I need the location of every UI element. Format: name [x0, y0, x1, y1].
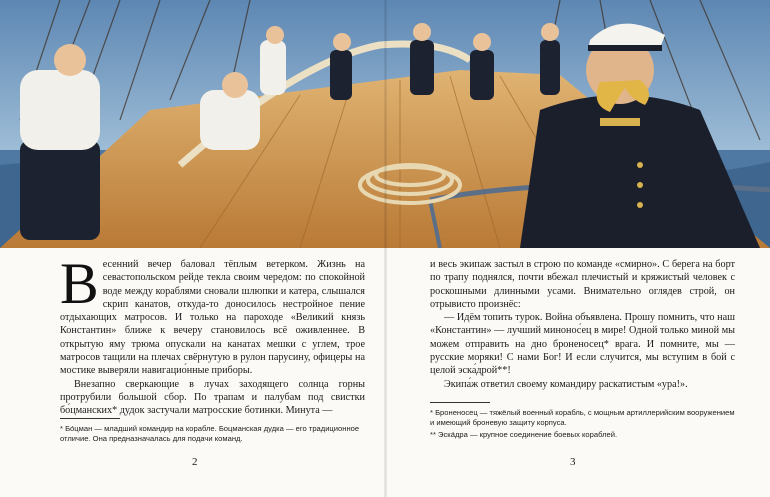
- right-footnotes: [430, 408, 735, 442]
- drop-cap: В: [60, 251, 99, 316]
- right-footnote-rule: [430, 402, 490, 403]
- page-gutter: [384, 0, 387, 497]
- right-paragraph-1: и весь экипаж застыл в строю по команде «смирно». С берега на борт по трапу поднялся, почти вбежал плечистый и кряжистый человек с роскошными длинными усами. Внимательно оглядев строй, он отрывисто произнёс:: [430, 259, 735, 310]
- left-footnotes: [60, 424, 365, 446]
- left-paragraph-1-body: есенний вечер баловал тёплым ветерком. Жизнь на севастопольском рейде текла своим чередом: по спокойной воде между кораблями сновали шлюпки и катера, слышался скрип канатов, откуда-то доносилось нестройное пение отдыхающих матросов. И только на пароходе «Великий князь Константин» ближе к вечеру становилось всё оживленнее. В открытую яму трюма опускали на канатах мешки с углем, трое матросов тащили на плечах свёрнутую в рулон парусину, офицеры на мостике выверяли навигацио́нные приборы.: [60, 259, 365, 377]
- right-page-text: [430, 258, 735, 391]
- right-page-number: 3: [570, 456, 576, 468]
- left-page-number: 2: [192, 456, 198, 468]
- right-footnote-2: ** Эска́дра — крупное соединение боевых кораблей.: [430, 430, 618, 439]
- right-paragraph-3: Экипа́ж ответил своему командиру раскатистым «ура!».: [444, 378, 688, 390]
- left-paragraph-2: Внезапно сверкающие в лучах заходящего солнца горны протрубили большой сбор. По трапам и палубам под свистки бо́цманских* дудок застучали матросские ботинки. Минута —: [60, 378, 365, 417]
- right-paragraph-2: — Идём топить турок. Война объявлена. Прошу помнить, что наш «Константин» — лучший минонос́ец в мире! Одной только миной мы можем отправить на дно броненосец* врага. И помните, мы — русские моряки! С нами Бог! И если случится, мы вступим в бой с целой эска́дрой**!: [430, 312, 735, 377]
- left-footnote-rule: [60, 418, 120, 419]
- right-footnote-1: * Броненосец — тяжёлый военный корабль, с мощным артиллерийским вооружением и имеющий броневую защиту корпуса.: [430, 408, 735, 427]
- left-footnote: * Бо́цман — младший командир на корабле. Боцманская дудка — его традиционное отличие. Она предназначалась для подачи команд.: [60, 424, 360, 443]
- left-paragraph-1: [60, 251, 365, 378]
- left-page-text: [60, 251, 365, 418]
